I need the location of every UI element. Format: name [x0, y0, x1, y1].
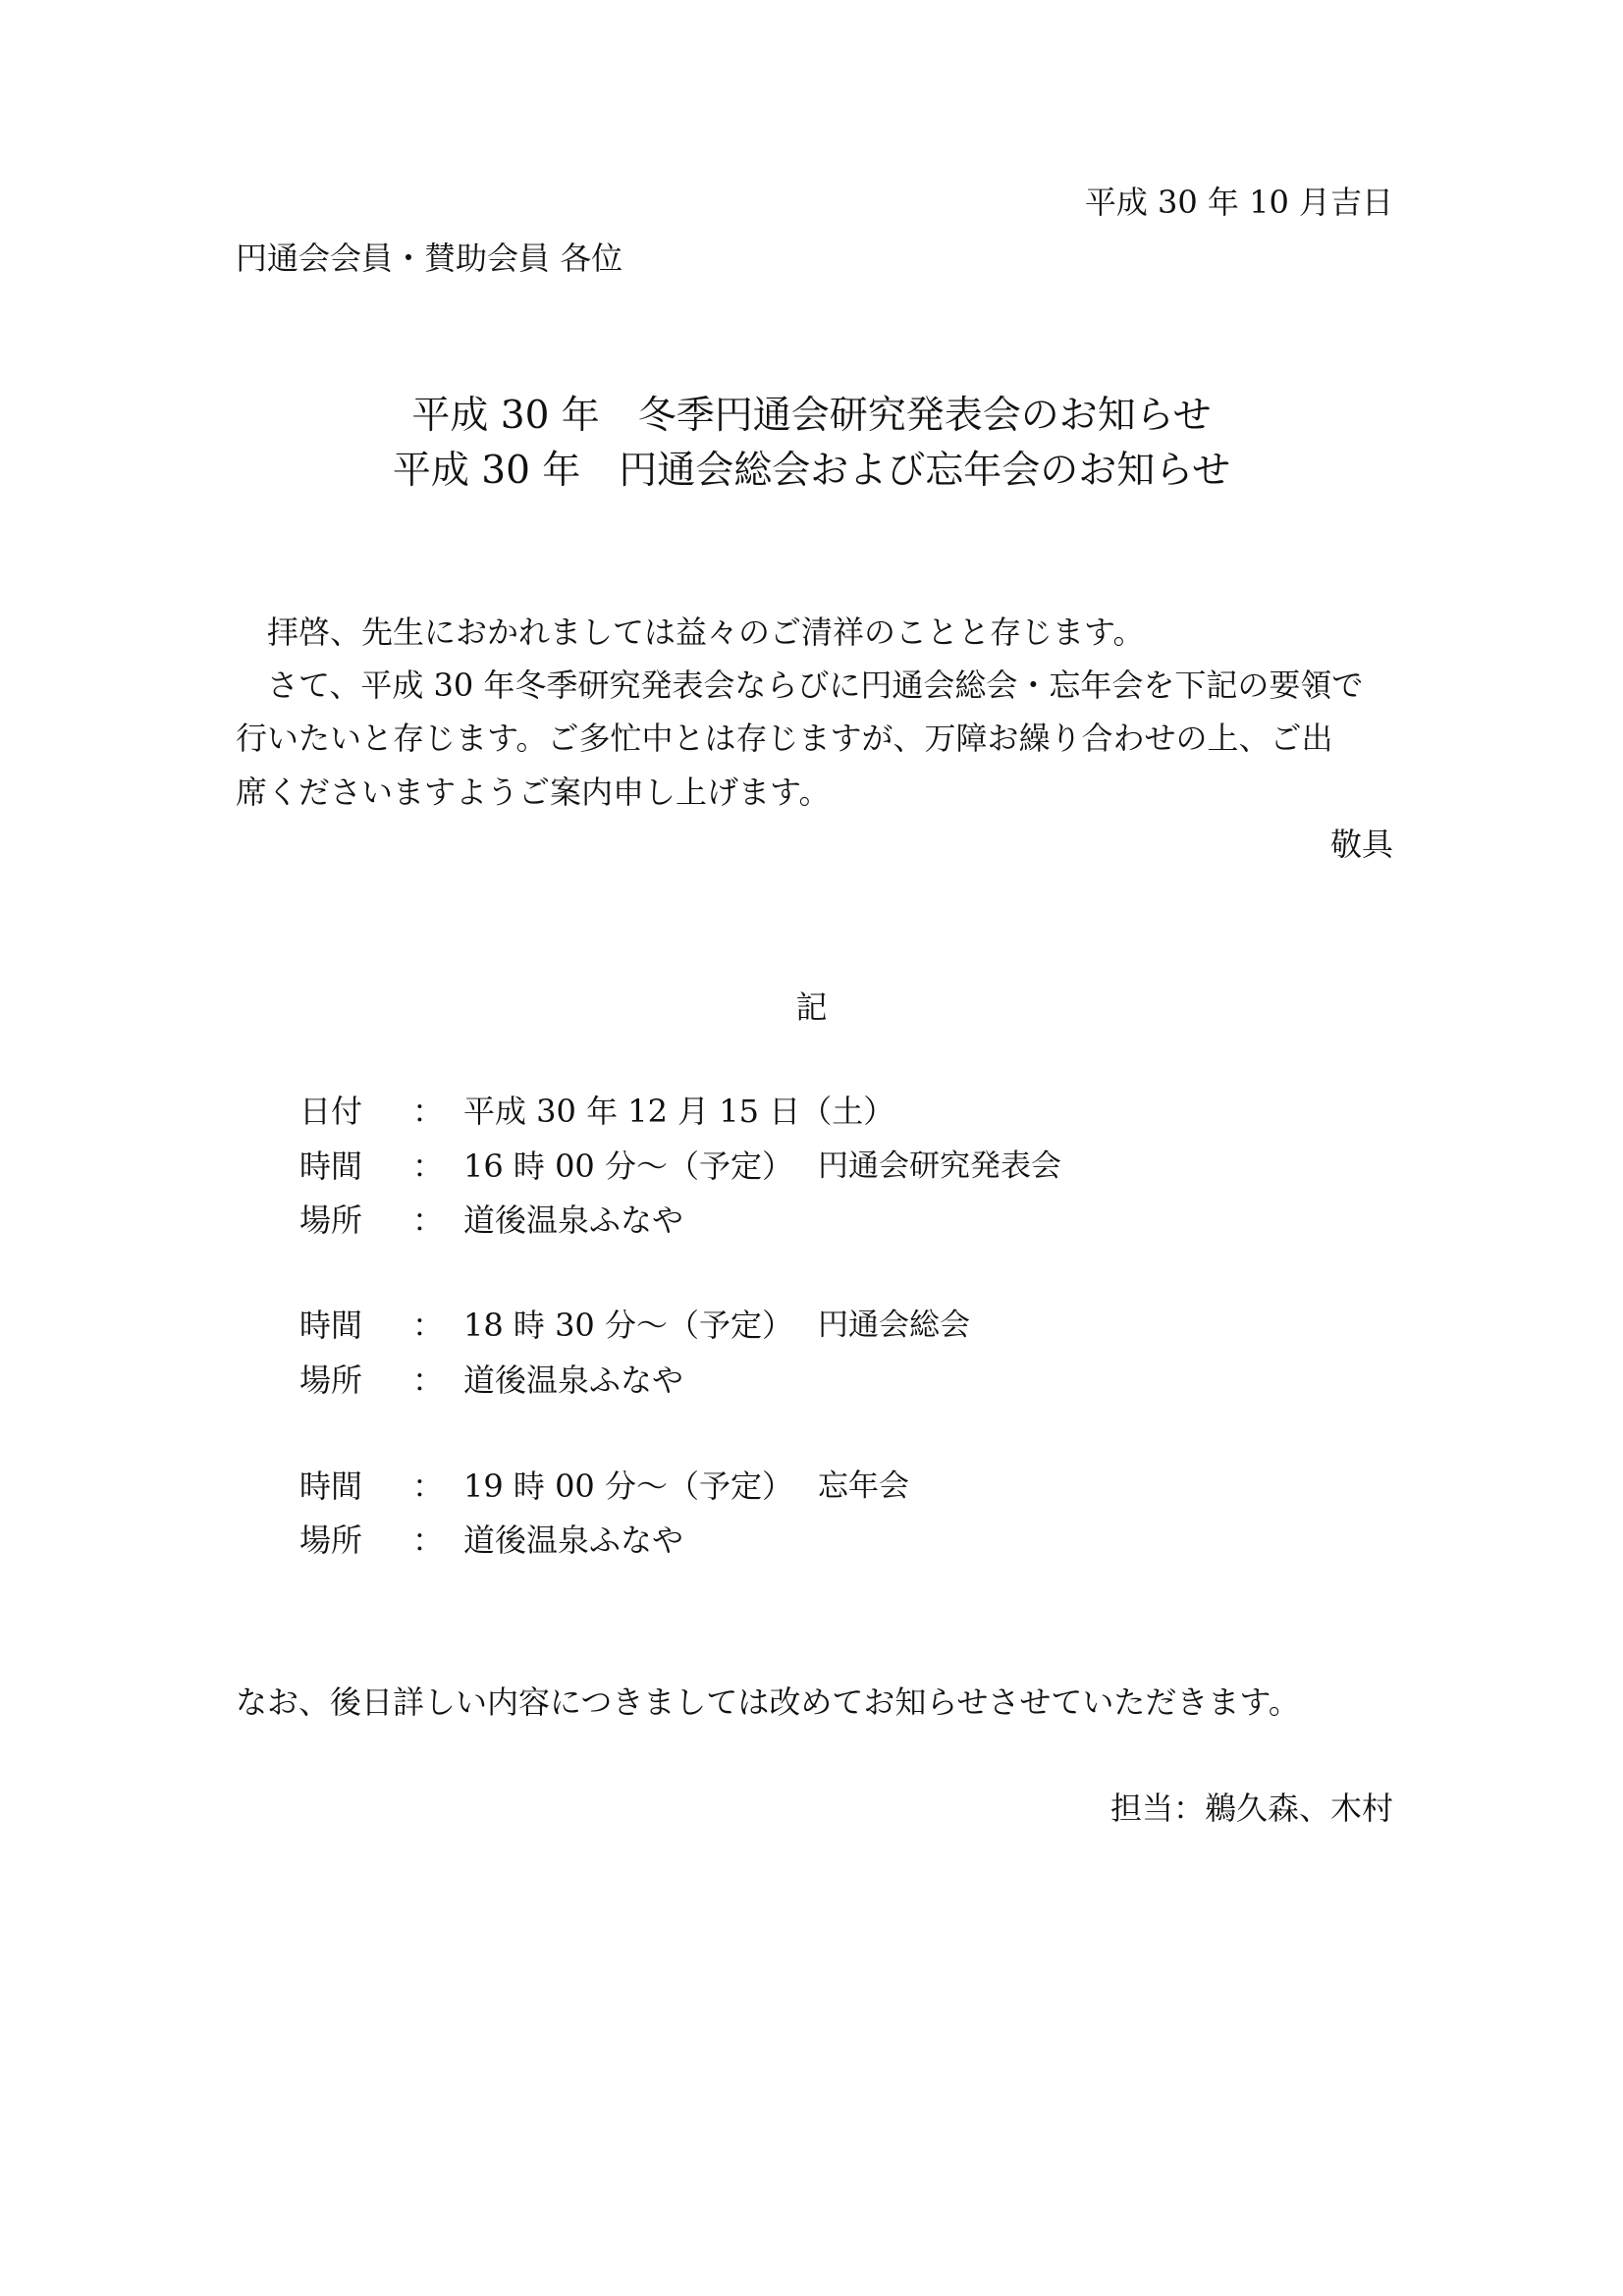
detail-colon: ：	[412, 1201, 445, 1239]
detail-label: 時間	[299, 1468, 363, 1505]
detail-event-name: 忘年会	[818, 1468, 909, 1504]
detail-colon: ：	[412, 1522, 445, 1559]
document-date: 平成 30 年 10 月吉日	[1084, 184, 1393, 221]
detail-colon: ：	[412, 1093, 445, 1130]
detail-value: 道後温泉ふなや	[463, 1201, 684, 1239]
follow-up-note: なお、後日詳しい内容につきましては改めてお知らせさせていただきます。	[236, 1683, 1300, 1721]
detail-colon: ：	[412, 1468, 445, 1505]
title-research-presentation: 平成 30 年 冬季円通会研究発表会のお知らせ	[411, 394, 1212, 438]
detail-label: 場所	[299, 1362, 363, 1399]
detail-label: 日付	[299, 1093, 363, 1130]
detail-label: 時間	[299, 1307, 363, 1344]
detail-value: 道後温泉ふなや	[463, 1522, 684, 1559]
detail-colon: ：	[412, 1148, 445, 1185]
detail-value: 18 時 30 分～（予定）	[463, 1307, 793, 1344]
detail-value: 道後温泉ふなや	[463, 1362, 684, 1399]
detail-value: 16 時 00 分～（予定）	[463, 1148, 793, 1185]
title-general-meeting-party: 平成 30 年 円通会総会および忘年会のお知らせ	[392, 449, 1231, 493]
detail-value: 平成 30 年 12 月 15 日（土）	[463, 1093, 895, 1130]
body-paragraph-line: 行いたいと存じます。ご多忙中とは存じますが、万障お繰り合わせの上、ご出	[236, 720, 1333, 757]
detail-label: 場所	[299, 1201, 363, 1239]
closing-salutation: 敬具	[1329, 826, 1393, 863]
detail-colon: ：	[412, 1362, 445, 1399]
detail-event-name: 円通会総会	[818, 1308, 970, 1343]
ki-heading: 記	[795, 988, 828, 1026]
detail-value: 19 時 00 分～（予定）	[463, 1468, 793, 1505]
body-paragraph-line: さて、平成 30 年冬季研究発表会ならびに円通会総会・忘年会を下記の要領で	[267, 667, 1364, 704]
recipients-line: 円通会会員・賛助会員 各位	[236, 240, 623, 277]
detail-label: 時間	[299, 1148, 363, 1185]
contact-persons: 担当：鵜久森、木村	[1109, 1789, 1393, 1827]
detail-colon: ：	[412, 1307, 445, 1344]
body-paragraph-line: 拝啓、先生におかれましては益々のご清祥のことと存じます。	[267, 614, 1145, 651]
body-paragraph-line: 席くださいますようご案内申し上げます。	[236, 774, 831, 811]
detail-event-name: 円通会研究発表会	[818, 1148, 1061, 1184]
detail-label: 場所	[299, 1522, 363, 1559]
